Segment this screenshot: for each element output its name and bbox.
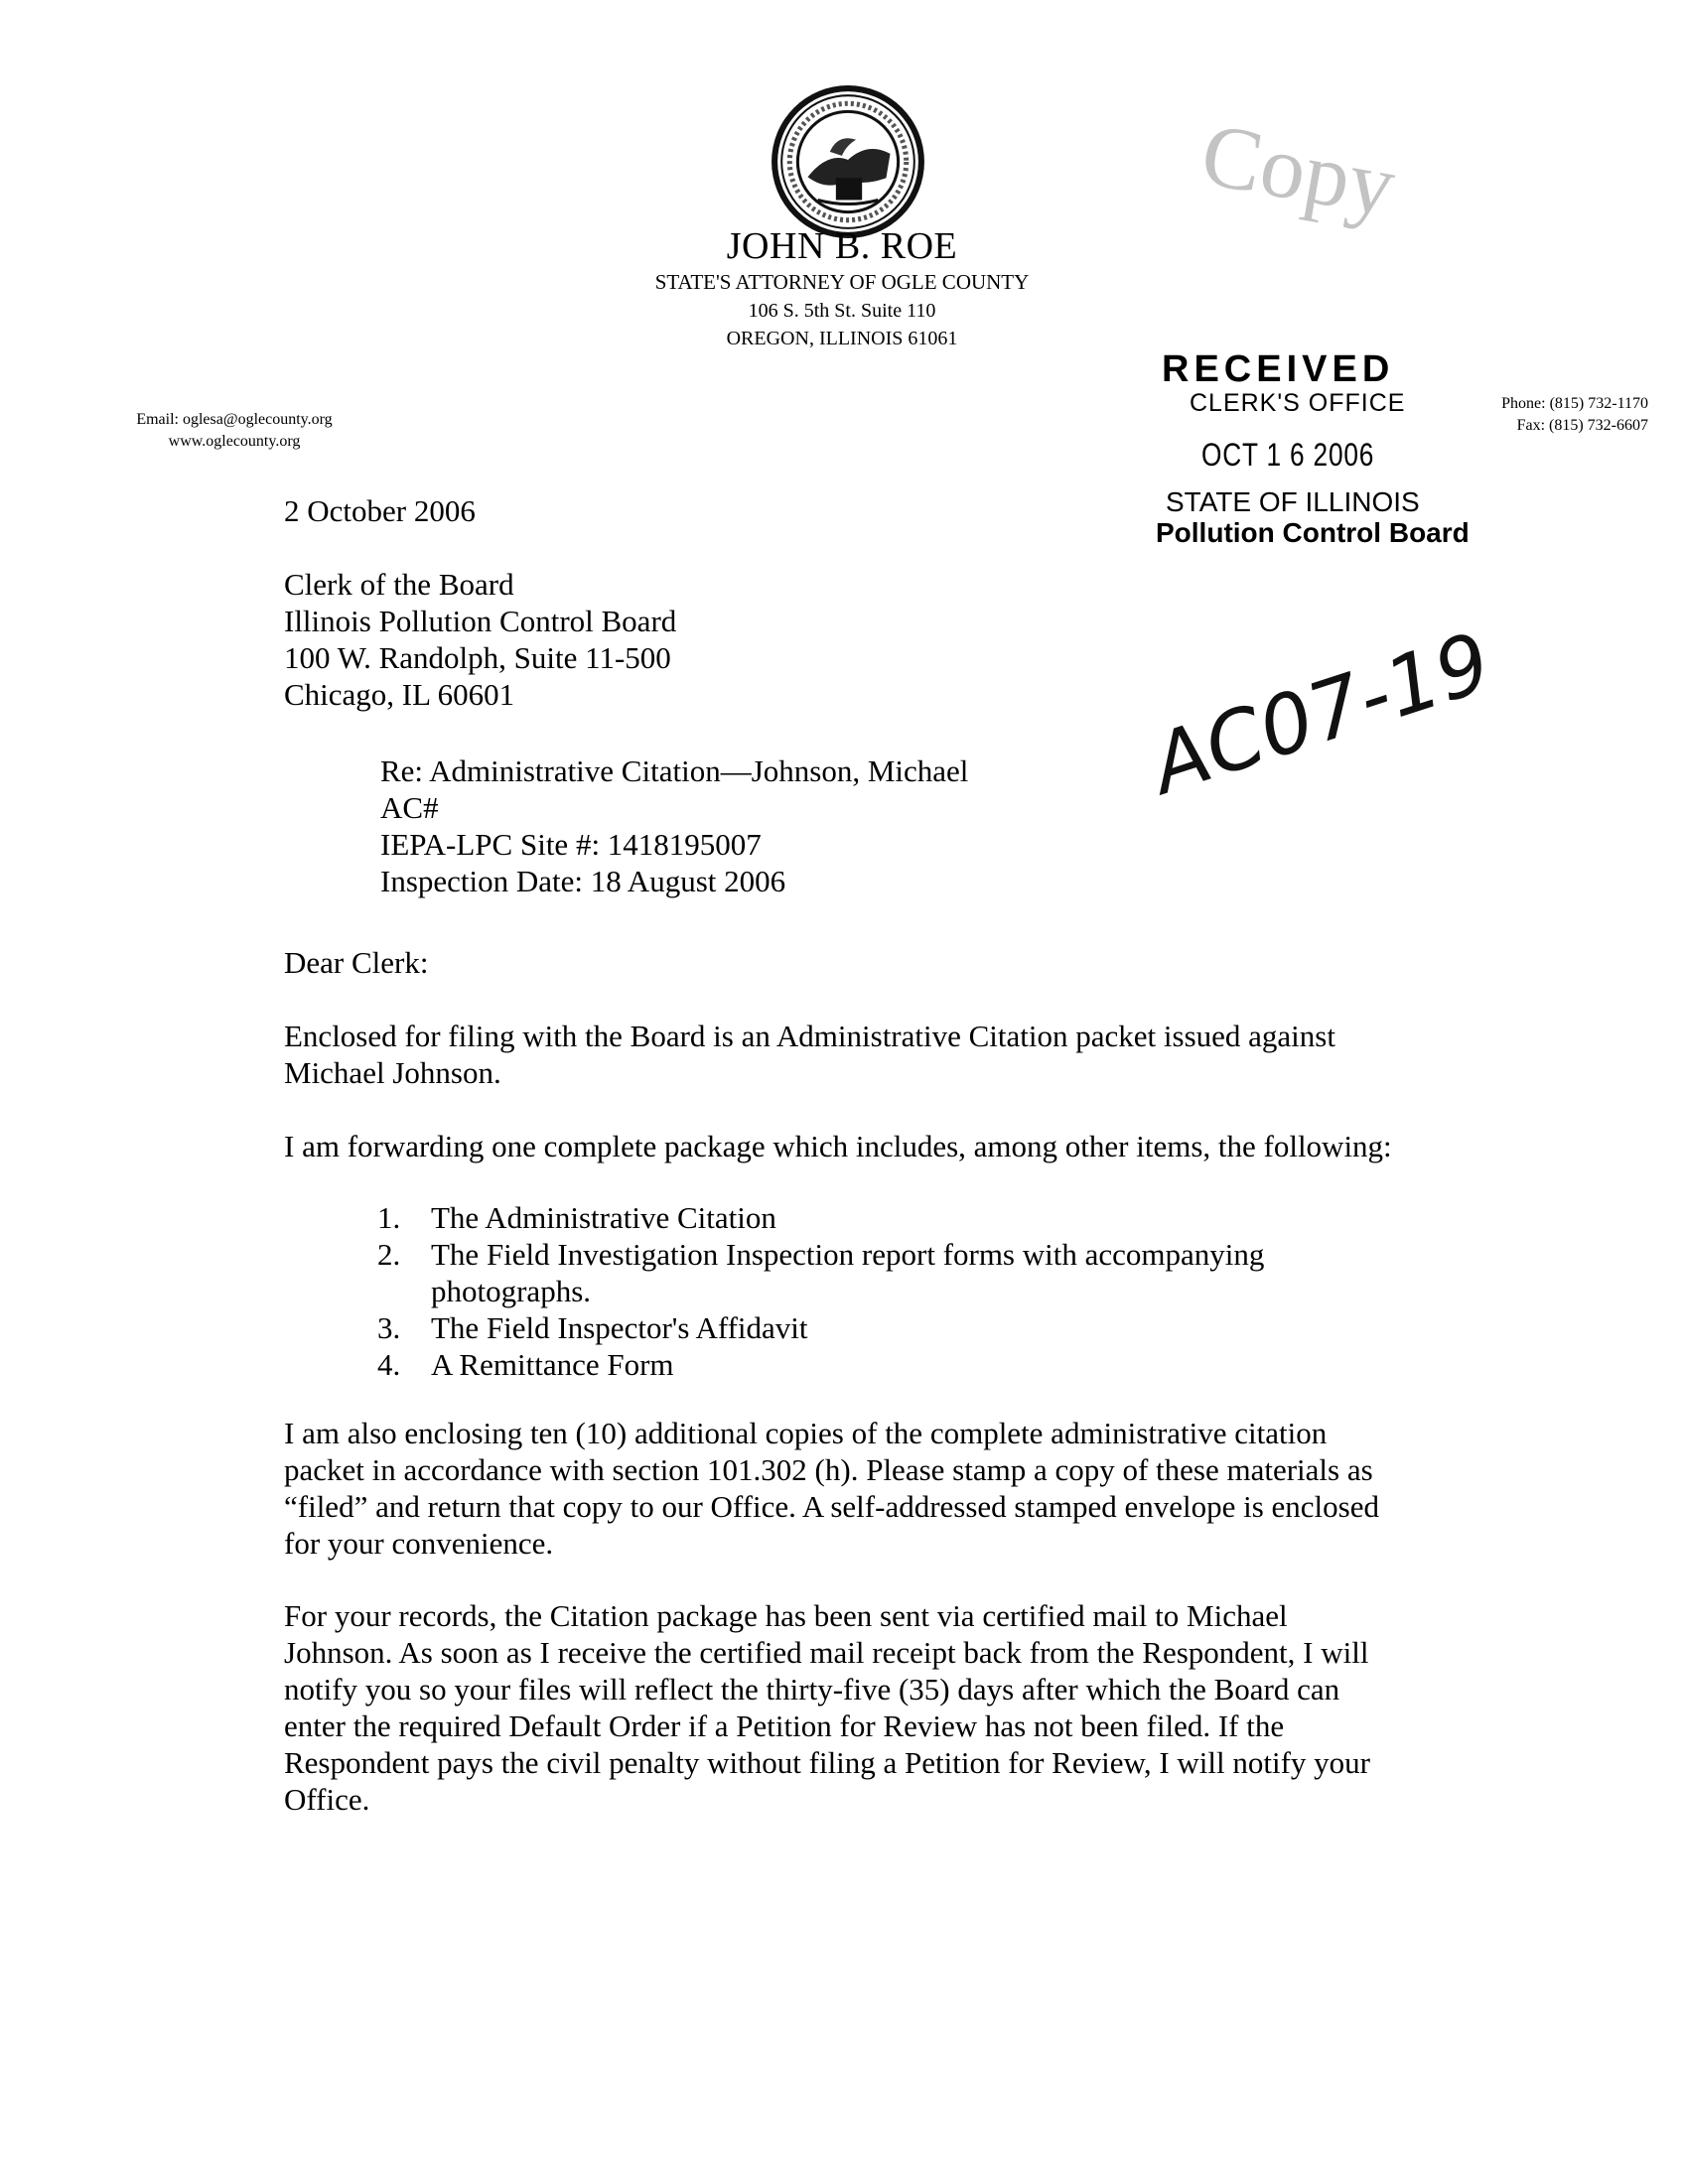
paragraph-line: enter the required Default Order if a Petition for Review has not been filed. If the [284, 1708, 1285, 1743]
handwritten-case-number [1132, 608, 1502, 813]
list-item [377, 1199, 1370, 1236]
contact-right [1400, 393, 1648, 437]
list-item-text: photographs. [431, 1274, 592, 1308]
copy-stamp-mark [1188, 104, 1515, 286]
recipient-block [284, 566, 676, 713]
received-date: OCT 1 6 2006 [1201, 437, 1375, 473]
paragraph-line: Michael Johnson. [284, 1055, 501, 1090]
paragraph-line: packet in accordance with section 101.302 (h). Please stamp a copy of these materials as [284, 1452, 1373, 1487]
list-number: 1. [377, 1200, 401, 1235]
list-item [377, 1309, 1370, 1346]
re-line: AC# [380, 790, 439, 825]
handwritten-case-text: AC07-19 [1140, 614, 1502, 813]
recipient-line: Chicago, IL 60601 [284, 677, 515, 712]
fax-number: Fax: (815) 732-6607 [1516, 417, 1648, 434]
paragraph-line: for your convenience. [284, 1526, 554, 1561]
recipient-line: Clerk of the Board [284, 567, 514, 602]
stamp-state: STATE OF ILLINOIS [1166, 486, 1420, 517]
received-label: RECEIVED [1162, 348, 1395, 390]
paragraph-line: Johnson. As soon as I receive the certified mail receipt back from the Respondent, I will [284, 1635, 1369, 1670]
list-item-text: The Field Investigation Inspection report forms with accompanying [431, 1237, 1265, 1272]
paragraph-line: Office. [284, 1782, 370, 1817]
list-number: 2. [377, 1237, 401, 1272]
paragraph-1 [284, 1018, 1456, 1091]
recipient-line: Illinois Pollution Control Board [284, 604, 677, 638]
contact-left [109, 409, 359, 453]
paragraph-line: notify you so your files will reflect the thirty-five (35) days after which the Board can [284, 1672, 1340, 1706]
website: www.oglecounty.org [168, 433, 301, 450]
phone-number: Phone: (815) 732-1170 [1501, 395, 1648, 412]
attorney-name: JOHN B. ROE [726, 225, 958, 267]
enclosure-list [377, 1199, 1370, 1383]
list-item [377, 1236, 1370, 1309]
recipient-line: 100 W. Randolph, Suite 11-500 [284, 640, 671, 675]
paragraph-3 [284, 1415, 1456, 1562]
paragraph-line: Respondent pays the civil penalty without filing a Petition for Review, I will notify your [284, 1745, 1371, 1780]
list-item-text: A Remittance Form [431, 1347, 674, 1382]
copy-stamp-text: Copy [1193, 104, 1403, 236]
letter-date: 2 October 2006 [284, 493, 476, 528]
address-line-1: 106 S. 5th St. Suite 110 [748, 300, 936, 322]
address-line-2: OREGON, ILLINOIS 61061 [726, 328, 958, 349]
list-item-text: The Administrative Citation [431, 1200, 776, 1235]
paragraph-4 [284, 1597, 1456, 1818]
salutation: Dear Clerk: [284, 945, 429, 980]
paragraph-line: Enclosed for filing with the Board is an Administrative Citation packet issued against [284, 1019, 1335, 1053]
list-number: 4. [377, 1347, 401, 1382]
paragraph-line: I am also enclosing ten (10) additional copies of the complete administrative citation [284, 1416, 1328, 1450]
paragraph-line: “filed” and return that copy to our Office. A self-addressed stamped envelope is enclosed [284, 1489, 1379, 1524]
list-item [377, 1346, 1370, 1383]
paragraph-2: I am forwarding one complete package which includes, among other items, the following: [284, 1129, 1392, 1163]
list-item-text: The Field Inspector's Affidavit [431, 1310, 808, 1345]
office-title: STATE'S ATTORNEY OF OGLE COUNTY [654, 270, 1030, 294]
re-block [380, 752, 968, 899]
received-stamp [1156, 348, 1489, 549]
re-line: Re: Administrative Citation—Johnson, Michael [380, 753, 969, 788]
list-number: 3. [377, 1310, 401, 1345]
email-address: Email: oglesa@oglecounty.org [136, 411, 333, 428]
clerks-office-label: CLERK'S OFFICE [1190, 389, 1406, 417]
illinois-state-seal-icon [768, 81, 928, 242]
re-line: IEPA-LPC Site #: 1418195007 [380, 827, 762, 862]
re-line: Inspection Date: 18 August 2006 [380, 864, 786, 898]
stamp-board: Pollution Control Board [1156, 517, 1470, 548]
paragraph-line: For your records, the Citation package has been sent via certified mail to Michael [284, 1598, 1288, 1633]
